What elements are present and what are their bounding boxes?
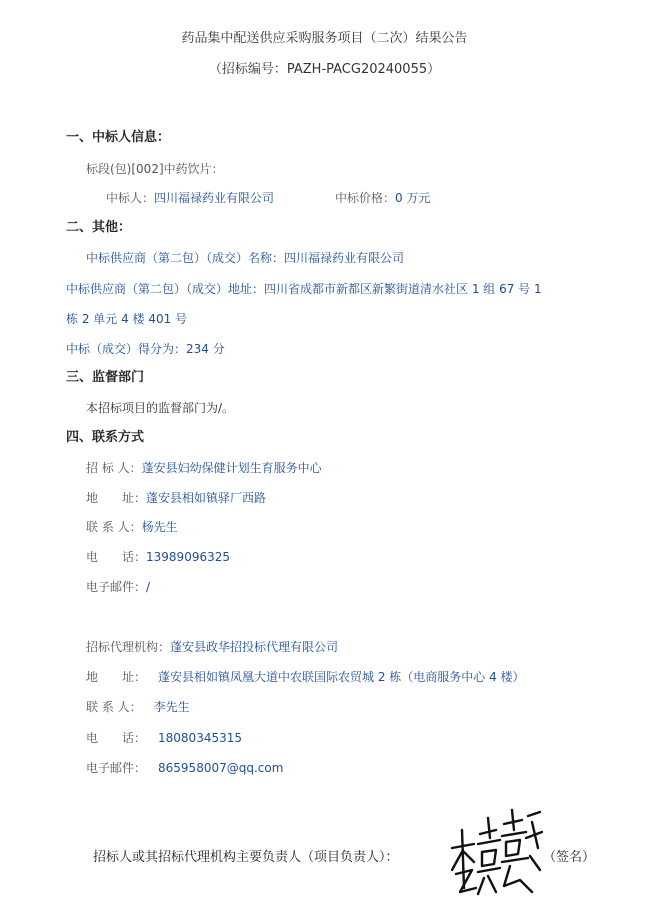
agency-address-value: 蓬安县相如镇凤凰大道中农联国际农贸城 2 栋（电商服务中心 4 楼） <box>158 670 525 684</box>
tenderer-email-value: / <box>146 580 151 594</box>
agency-email-row <box>86 760 283 776</box>
winner-row <box>106 190 274 206</box>
score-line: 中标（成交）得分为：234 分 <box>66 342 225 356</box>
agency-phone-value: 18080345315 <box>158 731 242 745</box>
agency-email-value: 865958007@qq.com <box>158 761 284 775</box>
signature-suffix: （签名） <box>543 850 596 865</box>
tenderer-phone-label: 电 话： <box>86 550 147 564</box>
page-title: 药品集中配送供应采购服务项目（二次）结果公告 <box>181 31 468 46</box>
tenderer-phone-row <box>86 549 230 565</box>
agency-address-row <box>86 669 525 685</box>
tenderer-name-label: 招 标 人： <box>86 461 142 475</box>
responsible-person-label: 招标人或其招标代理机构主要负责人（项目负责人）： <box>93 850 399 865</box>
tenderer-name-value: 蓬安县妇幼保健计划生育服务中心 <box>141 461 322 475</box>
price-value: 0 万元 <box>395 191 431 205</box>
tenderer-email-label: 电子邮件： <box>86 580 147 594</box>
section-supervision-heading: 三、监督部门 <box>66 370 145 385</box>
tenderer-address-label: 地 址： <box>86 491 147 505</box>
tenderer-contact-row <box>86 519 178 535</box>
tender-number: （招标编号：PAZH-PACG20240055） <box>208 62 441 77</box>
agency-email-label: 电子邮件： <box>86 761 147 775</box>
agency-contact-row <box>86 699 190 715</box>
supplier-address-line: 中标供应商（第二包）（成交）地址：四川省成都市新都区新繁街道清水社区 1 组 67 号 1 <box>66 282 542 296</box>
tenderer-phone-value: 13989096325 <box>146 550 230 564</box>
agency-contact-value: 李先生 <box>153 700 190 714</box>
tenderer-contact-label: 联 系 人： <box>86 520 142 534</box>
supplier-name-line: 中标供应商（第二包）（成交）名称：四川福禄药业有限公司 <box>86 251 405 265</box>
agency-contact-label: 联 系 人： <box>86 700 142 714</box>
tenderer-address-value: 蓬安县相如镇驿厂西路 <box>146 491 267 505</box>
tenderer-address-row <box>86 490 266 506</box>
lot-label: 标段(包)[002]中药饮片： <box>86 162 224 176</box>
price-row <box>335 190 430 206</box>
handwritten-signature <box>448 808 543 896</box>
winner-value: 四川福禄药业有限公司 <box>154 191 275 205</box>
tenderer-email-row <box>86 579 150 595</box>
supervision-text: 本招标项目的监督部门为/。 <box>86 401 235 415</box>
winner-label: 中标人： <box>106 191 155 205</box>
section-other-heading: 二、其他： <box>66 220 132 235</box>
agency-name-row <box>86 639 338 655</box>
section-contact-heading: 四、联系方式 <box>66 430 145 445</box>
agency-address-label: 地 址： <box>86 670 147 684</box>
price-label: 中标价格： <box>335 191 396 205</box>
section-winner-heading: 一、中标人信息： <box>66 130 171 145</box>
agency-name-value: 蓬安县政华招投标代理有限公司 <box>170 640 339 654</box>
agency-name-label: 招标代理机构： <box>86 640 171 654</box>
supplier-address-line-cont: 栋 2 单元 4 楼 401 号 <box>66 312 188 326</box>
tenderer-name-row <box>86 460 322 476</box>
tenderer-contact-value: 杨先生 <box>141 520 178 534</box>
agency-phone-label: 电 话： <box>86 731 147 745</box>
agency-phone-row <box>86 730 242 746</box>
